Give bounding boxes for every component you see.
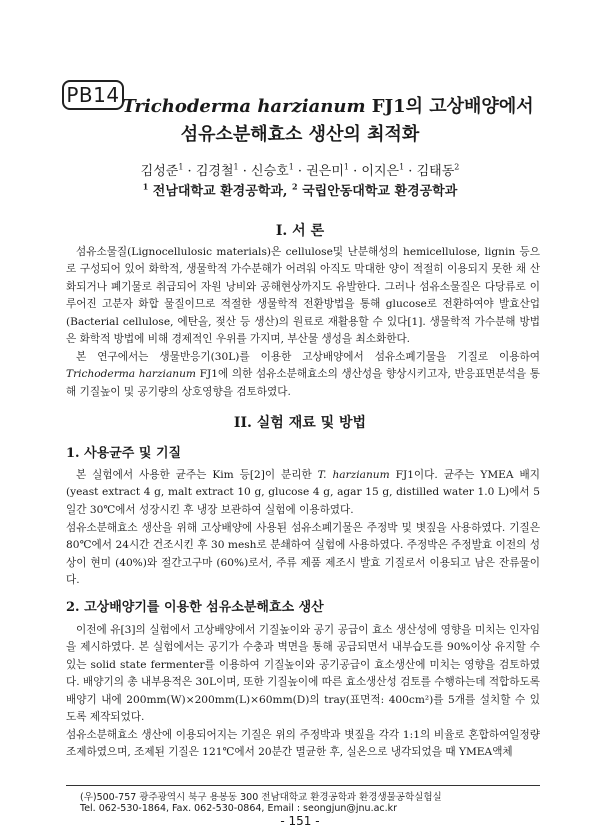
subsection-heading-strain: 1. 사용균주 및 기질 (66, 446, 182, 461)
author: 권은미 (306, 164, 344, 179)
author-affiliation: 1 (178, 162, 184, 172)
author-affiliation: 1 (399, 162, 405, 172)
affiliation-number: 1 (142, 181, 149, 192)
subsection-heading-fermenter: 2. 고상배양기를 이용한 섬유소분해효소 생산 (66, 600, 324, 615)
section-heading-methods: II. 실험 재료 및 방법 (233, 415, 367, 431)
m1-p1-species: T. harzianum (317, 469, 390, 481)
m1-p1-text-a: 본 실험에서 사용한 균주는 Kim 등[2]이 분리한 (76, 469, 318, 481)
affiliation-2: 국립안동대학교 환경공학과 (297, 184, 458, 199)
title-line-2: 섬유소분해효소 생산의 최적화 (180, 124, 420, 145)
intro-p2-text-b: FJ1에 의한 섬유소분해효소의 생산성을 향상시키고자, 반응표면분석을 통해 기질높이 및 공기량의 상호영향을 검토하였다. (66, 368, 540, 398)
author-affiliation: 2 (454, 162, 460, 172)
author: 이지은 (361, 164, 400, 179)
intro-paragraph-1: 섬유소물질(Lignocellulosic materials)은 cellulose및 난분해성의 hemicellulose, lignin 등으로 구성되어 있어 화학적, 생물학적 가수분해가 어려워 아직도 막대한 양이 적절히 이용되지 못한 채 산화되거나 폐기물로 취급되어 자원 낭비와 공해현상까지도 유발한다. 그러나 섬유소물질은 다당류로 이루어진 고분자 화합 물질이므로 적절한 생물학적 전환방법을 통해 glucose로 전환하여야 발효산업(Bacterial cellulose, 에탄올, 젖산 등 생산)의 원료로 재활용할 수 있다[1]. 생물학적 가수분해 방법은 화학적 방법에 비해 경제적인 우위를 가지며, 부산물 생성을 최소화한다. (66, 246, 540, 346)
poster-id-badge: PB14 (62, 80, 124, 110)
affiliation-1: 전남대학교 환경공학과, (148, 184, 292, 199)
m1-p1-text-b: FJ1이다. 균주는 YMEA 배지(yeast extract 4 g, malt extract 10 g, glucose 4 g, agar 15 g, distilled water 1.0 L)에서 5일간 30℃에서 성장시킨 후 냉장 보관하여 실험에 이용하였다. (66, 469, 540, 516)
title-species: Trichoderma harzianum (122, 96, 366, 117)
author: 신승호 (251, 164, 289, 179)
affiliations (0, 180, 600, 199)
author: 김경철 (195, 164, 234, 179)
footnote-divider (66, 785, 540, 786)
section-heading-intro: I. 서 론 (275, 223, 325, 239)
affiliation-number: 2 (291, 181, 298, 192)
author: 김성준 (140, 164, 179, 179)
author-affiliation: 1 (233, 162, 239, 172)
page-number: - 151 - (280, 814, 320, 828)
author-list: 김성준$^1$ · 김경철$^1$ · 신승호$^1$ · 권은미$^1$ · 이지은$^1$ · 김태동$^2$ (140, 162, 460, 179)
methods-1-paragraph-1 (66, 467, 540, 519)
intro-p2-species: Trichoderma harzianum (66, 368, 196, 381)
author-affiliation: 1 (288, 162, 294, 172)
methods-2-paragraph-2: 섬유소분해효소 생산에 이용되어지는 기질은 위의 주정박과 볏짚을 각각 1:1의 비율로 혼합하여일정량 조제하였으며, 조제된 기질은 121℃에서 20분간 멸균한 후, 실온으로 냉각되었을 때 YMEA액체 (66, 729, 540, 759)
methods-2-paragraph-1: 이전에 유[3]의 실험에서 고상배양에서 기질높이와 공기 공급이 효소 생산성에 영향을 미치는 인자임을 제시하였다. 본 실험에서는 공기가 수충과 벽면을 통해 공급되면서 내부습도를 90%이상 유지할 수 있는 solid state fermenter를 이용하여 기질높이와 공기공급이 효소생산에 미치는 영향을 검토하였다. 배양기의 총 내부용적은 30L이며, 또한 기질높이에 따른 효소생산성 검토를 수행하는데 적합하도록 배양기 내에 200mm(W)×200mm(L)×60mm(D)의 tray(표면적: 400cm²)를 5개를 설치할 수 있도록 제작되었다. (66, 624, 540, 724)
intro-p2-text-a: 본 연구에서는 생물반응기(30L)를 이용한 고상배양에서 섬유소폐기물을 기질로 이용하여 (76, 351, 540, 363)
footnote-contact: Tel. 062-530-1864, Fax. 062-530-0864, Email : seongjun@jnu.ac.kr (80, 803, 398, 814)
title-line-1 (28, 92, 600, 118)
author-affiliation: 1 (343, 162, 349, 172)
intro-paragraph-2 (66, 349, 540, 401)
title-line-1-rest: FJ1의 고상배양에서 (365, 96, 534, 117)
author: 김태동 (416, 164, 455, 179)
footnote-address: (우)500-757 광주광역시 북구 용봉동 300 전남대학교 환경공학과 환경생물공학실험실 (80, 792, 442, 803)
methods-1-paragraph-2: 섬유소분해효소 생산을 위해 고상배양에 사용된 섬유소폐기물은 주정박 및 볏짚을 사용하였다. 기질은 80℃에서 24시간 건조시킨 후 30 mesh로 분쇄하여 실험에 사용하였다. 주정박은 주정발효 이전의 성상이 현미 (40%)와 절간고구마 (60%)로서, 주류 제품 제조시 발효 기질로서 이용되고 남은 잔류물이다. (66, 522, 540, 587)
